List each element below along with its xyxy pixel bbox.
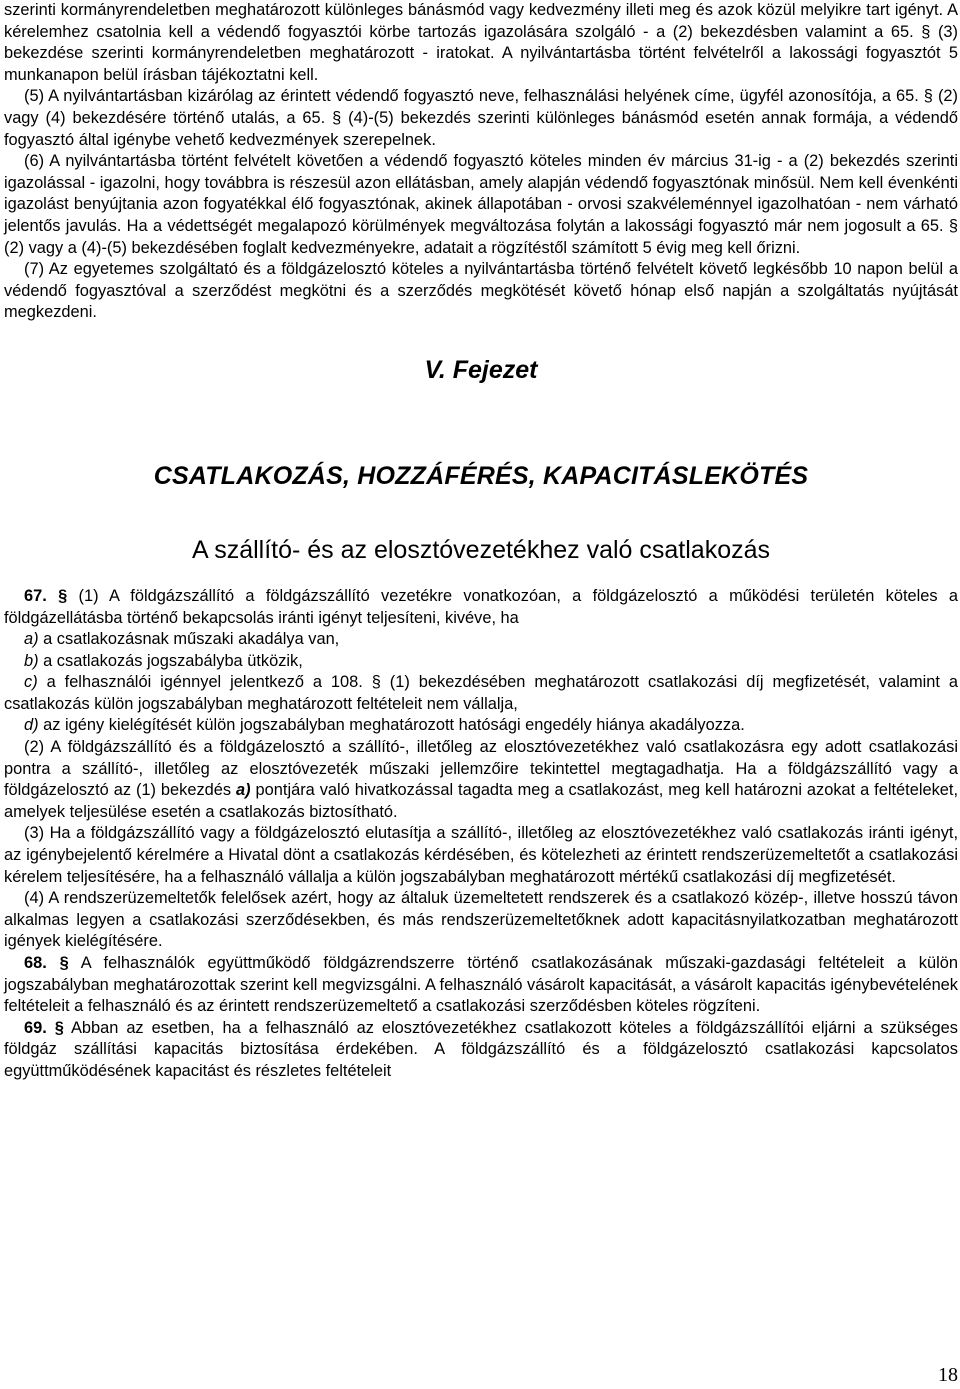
section-68-paragraph (4, 953, 958, 1018)
list-item-letter: a) (24, 630, 39, 649)
section-69-paragraph (4, 1018, 958, 1083)
section-67-paragraph-4: (4) A rendszerüzemeltetők felelősek azért, hogy az általuk üzemeltetett rendszerek és a csatlakozó közép-, illetve hosszú távon alkalmas legyen a csatlakozási szerződésekben, és más rendszerüzemeltetőknek adott kapacitásnyilatkozatban meghatározott igények kielégítésére. (4, 889, 958, 951)
paragraph-7: (7) Az egyetemes szolgáltató és a földgázelosztó köteles a nyilvántartásba történő felvételt követő legkésőbb 10 napon belül a védendő fogyasztóval a szerződést megkötni és a szerződés megkötését követő hónap első napján a szolgáltatás nyújtását megkezdeni. (4, 260, 958, 322)
point-a-reference: a) (236, 781, 251, 800)
list-item-letter: b) (24, 651, 39, 670)
chapter-number: V. Fejezet (424, 355, 538, 384)
section-67-paragraph-2 (4, 737, 958, 823)
paragraph-continuation: szerinti kormányrendeletben meghatározott különleges bánásmód vagy kedvezmény illeti meg és azok közül melyikre tart igényt. A kérelemhez csatolnia kell a védendő fogyasztói körbe tartozás igazolására szolgáló - a (2) bekezdésben valamint a 65. § (3) bekezdése szerinti kormányrendeletben meghatározott - iratokat. A nyilvántartásba történt felvételről a lakossági fogyasztót 5 munkanapon belül írásban tájékoztatni kell. (4, 1, 958, 84)
paragraph-6: (6) A nyilvántartásba történt felvételt követően a védendő fogyasztó köteles minden év március 31-ig - a (2) bekezdés szerinti igazolással - igazolni, hogy továbbra is részesül azon ellátásban, amely alapján védendő fogyasztónak minősül. Nem kell évenkénti igazolást benyújtania azon fogyatékkal élő fogyasztónak, akinek állapotában - orvosi szakvéleménnyel igazolhatóan - nem várható jelentős javulás. Ha a védettségét megalapozó körülmények megváltozása folytán a lakossági fogyasztó már nem jogosult a 65. § (2) vagy a (4)-(5) bekezdésében foglalt kedvezményekre, adatait a rögzítéstől számított 5 évig meg kell őrizni. (4, 152, 958, 257)
section-67-paragraph-1 (4, 586, 958, 629)
section-67-number: 67. § (24, 586, 68, 605)
list-item (4, 672, 958, 715)
section-69-text: Abban az esetben, ha a felhasználó az elosztóvezetékhez csatlakozott köteles a földgázszállítói eljárni a szükséges földgáz szállítási kapacitás biztosítása érdekében. A földgázszállító és a földgázelosztó csatlakozási kapcsolatos együttműködésének kapacitást és részletes feltételeit (4, 1018, 958, 1080)
document-page (4, 0, 958, 1083)
section-67-paragraph-3: (3) Ha a földgázszállító vagy a földgázelosztó elutasítja a szállító-, illetőleg az elosztóvezetékhez való csatlakozás iránti igényt, az igénybejelentő kérelmére a Hivatal dönt a csatlakozás kérdésében, és kötelezheti az érintett rendszerüzemeltetőt a csatlakozási kérelem teljesítésére, ha a felhasználó vállalja a külön jogszabályban meghatározott mértékű csatlakozási díj megfizetését. (4, 824, 958, 886)
section-67-text-2b: pontjára való hivatkozással tagadta meg a csatlakozást, meg kell határozni azokat a feltételeket, amelyek teljesülése esetén a csatlakozás biztosítható. (4, 781, 958, 821)
list-item-text: a felhasználói igénnyel jelentkező a 108. § (1) bekezdésében meghatározott csatlakozási díj megfizetését, valamint a csatlakozás külön jogszabályban meghatározott feltételeit nem vállalja, (4, 673, 958, 713)
paragraph-5: (5) A nyilvántartásban kizárólag az érintett védendő fogyasztó neve, felhasználási helyének címe, ügyfél azonosítója, a 65. § (2) vagy (4) bekezdésére történő utalás, a 65. § (4)-(5) bekezdés szerinti különleges bánásmód esetén annak formája, a védendő fogyasztó által igénybe vehető kedvezmények szerepelnek. (4, 87, 958, 149)
list-item-text: az igény kielégítését külön jogszabályban meghatározott hatósági engedély hiánya akadályozza. (43, 716, 745, 735)
chapter-title: CSATLAKOZÁS, HOZZÁFÉRÉS, KAPACITÁSLEKÖTÉS (153, 461, 809, 490)
list-item (4, 715, 958, 737)
page-number: 18 (938, 1364, 958, 1386)
list-item-letter: c) (24, 673, 38, 692)
section-68-number: 68. § (24, 954, 69, 972)
section-67-text-2a: (2) A földgázszállító és a földgázelosztó a szállító-, illetőleg az elosztóvezetékhez való csatlakozásra egy adott csatlakozási pontra a szállító-, illetőleg az elosztóvezeték műszaki jellemzőire tekintettel megtagadhatja. Ha a földgázszállító vagy a földgázelosztó az (1) bekezdés (4, 738, 958, 800)
list-item-letter: d) (24, 716, 39, 735)
section-69-number: 69. § (24, 1018, 64, 1037)
section-title: A szállító- és az elosztóvezetékhez való csatlakozás (191, 535, 771, 564)
list-item (4, 629, 958, 651)
list-item-text: a csatlakozás jogszabályba ütközik, (43, 651, 303, 670)
section-68-text: A felhasználók együttműködő földgázrendszerre történő csatlakozásának műszaki-gazdasági feltételeit a külön jogszabályban meghatározottak szerint kell megvizsgálni. A felhasználó vásárolt kapacitását, a vásárolt kapacitás igénybevételének feltételeit a felhasználó és az érintett rendszerüzemeltető a csatlakozási szerződésben köteles rögzíteni. (4, 954, 958, 1016)
section-67-text-1: (1) A földgázszállító a földgázszállító vezetékre vonatkozóan, a földgázelosztó a működési területén köteles a földgázellátásba történő bekapcsolás iránti igényt teljesíteni, kivéve, ha (4, 586, 958, 627)
list-item (4, 651, 958, 673)
list-item-text: a csatlakozásnak műszaki akadálya van, (43, 630, 340, 649)
